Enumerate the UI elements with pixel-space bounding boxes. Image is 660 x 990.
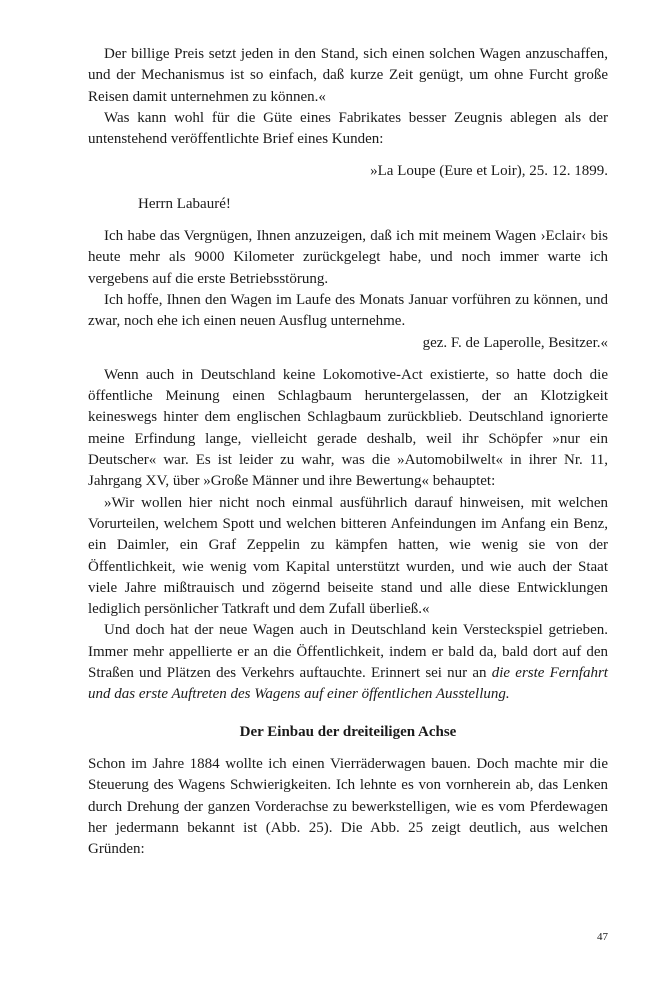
paragraph-public-italic: die erste Fernfahrt und das erste Auftreten des Wagens auf einer öffentlichen Ausstellung. [88,665,608,703]
paragraph-public-text: Und doch hat der neue Wagen auch in Deutschland kein Versteckspiel getrieben. Immer mehr appellierte er an die Öffentlichkeit, indem er bald da, bald dort auf den Straßen und Plätzen des Verkehrs auftauchte. Erinnert sei nur an [88,622,608,682]
paragraph-quote: »Wir wollen hier nicht noch einmal ausführlich darauf hinweisen, mit welchen Vorurteilen, welchem Spott und welchen bitteren Anfeindungen im Anfang ein Benz, ein Daimler, ein Graf Zeppelin zu kämpfen hatten, wie wenig sie von der Öffentlichkeit, wie wenig vom Kapital unterstützt wurden, und wie auch der Staat viele Jahre mißtrauisch und zögernd beiseite stand und alle diese Entwicklungen lediglich persönlicher Tatkraft und dem Zufall überließ.« [88,494,608,618]
paragraph-price: Der billige Preis setzt jeden in den Stand, sich einen solchen Wagen anzuschaffen, und der Mechanismus ist so einfach, daß kurze Zeit genügt, um ohne Furcht große Reisen damit unternehmen zu können.« [88,46,608,105]
page-number: 47 [597,931,608,943]
section-heading: Der Einbau der dreiteiligen Achse [239,723,457,740]
letter-body-1: Ich habe das Vergnügen, Ihnen anzuzeigen, daß ich mit meinem Wagen ›Eclair‹ bis heute mehr als 9000 Kilometer zurückgelegt habe, und noch immer warte ich vergebens auf die erste Betriebsstörung. [88,228,608,287]
letter-dateline: »La Loupe (Eure et Loir), 25. 12. 1899. [370,163,608,180]
paragraph-testimony: Was kann wohl für die Güte eines Fabrikates besser Zeugnis ablegen als der untenstehend veröffentlichte Brief eines Kunden: [88,109,608,148]
letter-signature: gez. F. de Laperolle, Besitzer.« [422,334,608,351]
letter-body-2: Ich hoffe, Ihnen den Wagen im Laufe des Monats Januar vorführen zu können, und zwar, noch ehe ich einen neuen Ausflug unternehme. [88,291,608,330]
page-body [88,44,608,860]
letter-salutation: Herrn Labauré! [138,195,231,212]
paragraph-locomotive-act: Wenn auch in Deutschland keine Lokomotive-Act existierte, so hatte doch die öffentliche Meinung einen Schlagbaum heruntergelassen, der an Klotzigkeit keineswegs hinter dem englischen Schlagbaum zurückblieb. Deutschland ignorierte meine Erfindung lange, vielleicht gerade deshalb, weil ihr Schöpfer »nur ein Deutscher« war. Es ist leider zu wahr, was die »Automobilwelt« in ihrer Nr. 11, Jahrgang XV, über »Große Männer und ihre Bewertung« behauptet: [88,366,608,490]
paragraph-axle: Schon im Jahre 1884 wollte ich einen Vierräderwagen bauen. Doch machte mir die Steuerung des Wagens Schwierigkeiten. Ich lehnte es von vornherein ab, das Lenken durch Drehung der ganzen Vorderachse zu bewerkstelligen, wie es vom Pferdewagen her jedermann bekannt ist (Abb. 25). Die Abb. 25 zeigt deutlich, aus welchen Gründen: [88,755,608,858]
paragraph-public [88,620,608,705]
